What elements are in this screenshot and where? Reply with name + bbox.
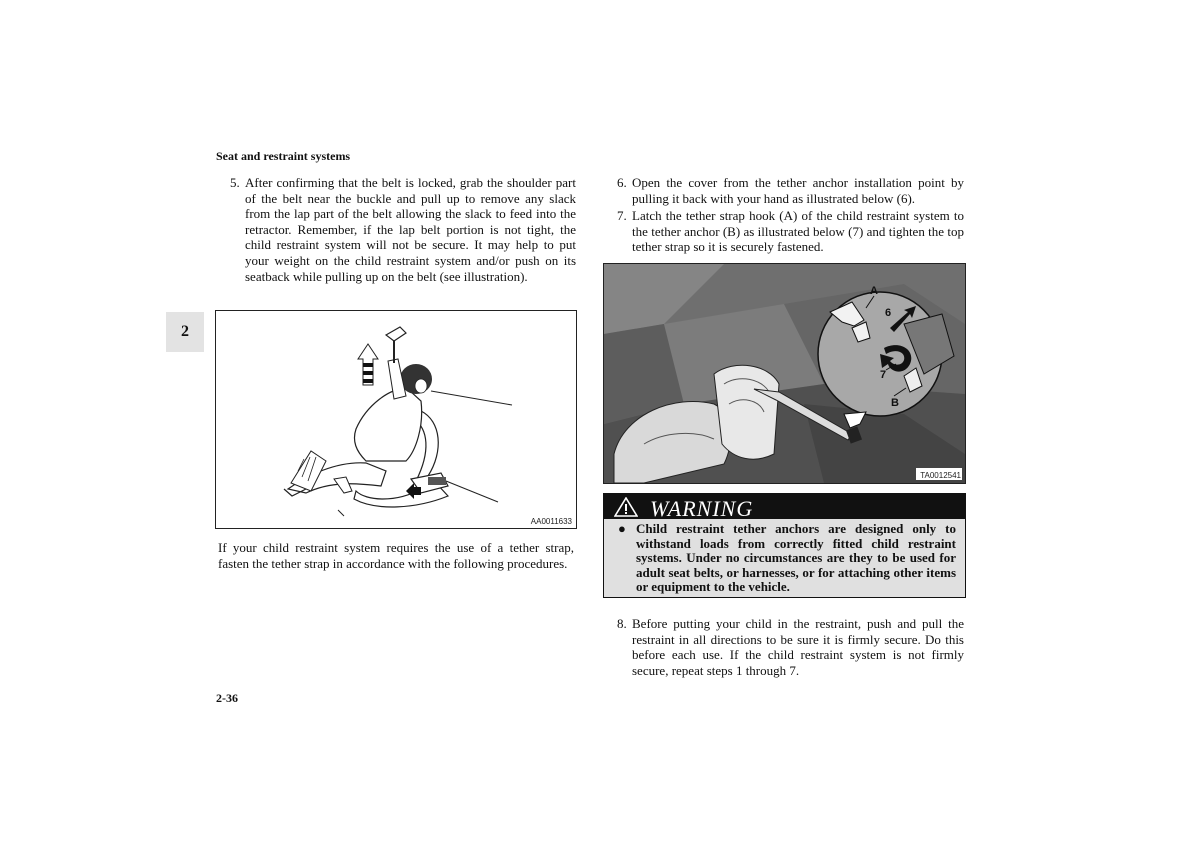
warning-box bbox=[603, 493, 966, 598]
belt-tightening-illustration bbox=[216, 311, 576, 528]
warning-body bbox=[618, 522, 956, 595]
callout-7: 7 bbox=[880, 369, 887, 381]
figure-belt-tightening bbox=[215, 310, 577, 529]
callout-b: B bbox=[891, 397, 899, 409]
figure-1-code: AA0011633 bbox=[530, 517, 572, 526]
tether-paragraph: If your child restraint system requires the use of a tether strap, fasten the tether strap in accordance with the following procedures. bbox=[218, 540, 574, 571]
step-6 bbox=[617, 175, 964, 206]
page-number: 2-36 bbox=[216, 691, 238, 705]
warning-title: WARNING bbox=[650, 496, 754, 521]
figure-tether-anchor bbox=[603, 263, 966, 484]
step-7-text: Latch the tether strap hook (A) of the child restraint system to the tether anchor (B) as illustrated below (7) and tighten the top tether strap so it is securely fastened. bbox=[632, 208, 964, 255]
tether-anchor-illustration bbox=[604, 264, 965, 483]
warning-header bbox=[604, 494, 965, 519]
step-8-text: Before putting your child in the restraint, push and pull the restraint in all directions to be sure it is firmly secure. Do this before each use. If the child restraint system is not firmly secure, repeat steps 1 through 7. bbox=[632, 616, 964, 678]
step-7 bbox=[617, 208, 964, 255]
step-6-number: 6. bbox=[617, 175, 627, 190]
step-6-text: Open the cover from the tether anchor installation point by pulling it back with your hand as illustrated below (6). bbox=[632, 175, 964, 206]
warning-text: Child restraint tether anchors are designed only to withstand loads from correctly fitted child restraint systems. Under no circumstances are they to be used for adult seat belts, or harnesses, or for attaching other items or equipment to the vehicle. bbox=[636, 521, 956, 595]
step-5-number: 5. bbox=[230, 175, 240, 190]
warning-bullet-icon: ● bbox=[618, 521, 626, 536]
step-8-number: 8. bbox=[617, 616, 627, 631]
step-5-text: After confirming that the belt is locked, grab the shoulder part of the belt near the buckle and pull up to remove any slack from the lap part of the belt allowing the slack to feed into the retractor. Remember, if the lap belt portion is not tight, the child restraint system will not be secure. It may help to put your weight on the child restraint system and/or push on its seatback while pulling up on the belt (see illustration). bbox=[245, 175, 576, 284]
chapter-number: 2 bbox=[181, 323, 189, 340]
step-7-number: 7. bbox=[617, 208, 627, 223]
callout-6: 6 bbox=[885, 307, 892, 319]
step-8 bbox=[617, 616, 964, 678]
figure-2-code: TA0012541 bbox=[920, 471, 961, 480]
warning-triangle-icon bbox=[614, 497, 638, 517]
callout-a: A bbox=[870, 285, 878, 297]
chapter-tab bbox=[166, 312, 204, 352]
section-title: Seat and restraint systems bbox=[216, 149, 351, 163]
step-5 bbox=[230, 175, 576, 284]
